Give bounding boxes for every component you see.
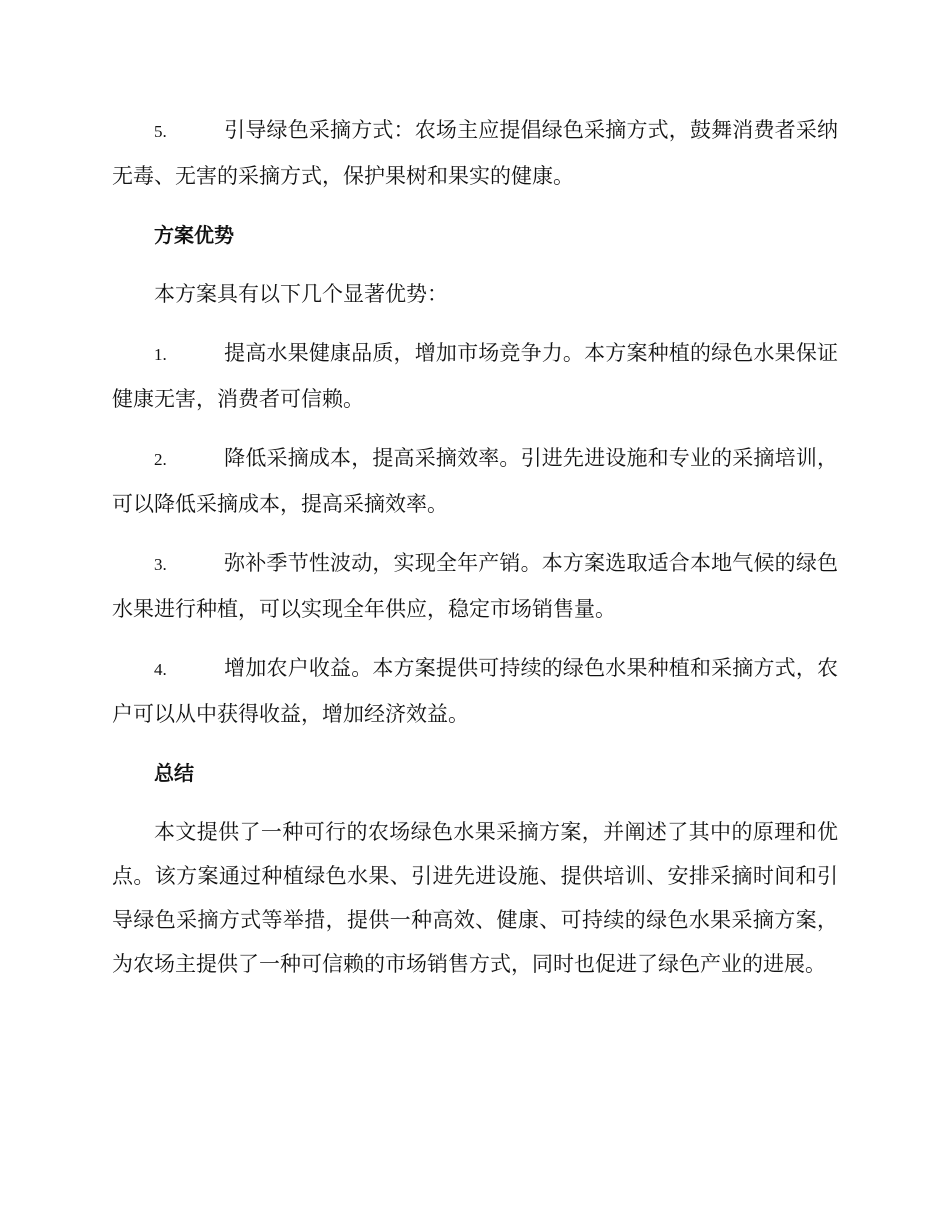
summary-paragraph: 本文提供了一种可行的农场绿色水果采摘方案，并阐述了其中的原理和优点。该方案通过种植绿色水果、引进先进设施、提供培训、安排采摘时间和引导绿色采摘方式等举措，提供一种高效、健康、可持续的绿色水果采摘方案，为农场主提供了一种可信赖的市场销售方式，同时也促进了绿色产业的进展。: [112, 820, 838, 976]
list-item: [112, 108, 838, 198]
section-heading-advantages: 方案优势: [154, 223, 234, 247]
list-item-text: 降低采摘成本，提高采摘效率。引进先进设施和专业的采摘培训，可以降低采摘成本，提高采摘效率。: [112, 446, 838, 516]
list-item: [112, 541, 838, 631]
list-item-text: 引导绿色采摘方式：农场主应提倡绿色采摘方式，鼓舞消费者采纳无毒、无害的采摘方式，保护果树和果实的健康。: [112, 118, 838, 188]
list-item: [112, 436, 838, 526]
list-item: [112, 646, 838, 736]
list-item-text: 增加农户收益。本方案提供可持续的绿色水果种植和采摘方式，农户可以从中获得收益，增加经济效益。: [112, 656, 838, 726]
document-body: [112, 108, 838, 1001]
list-item-text: 提高水果健康品质，增加市场竞争力。本方案种植的绿色水果保证健康无害，消费者可信赖。: [112, 341, 838, 411]
list-item-number: 1.: [154, 345, 167, 364]
list-item-number: 5.: [154, 122, 167, 141]
list-item-number: 3.: [154, 555, 167, 574]
list-item-number: 2.: [154, 450, 167, 469]
section-heading-summary: 总结: [154, 761, 194, 785]
advantages-intro: 本方案具有以下几个显著优势：: [154, 282, 448, 306]
list-item-number: 4.: [154, 660, 167, 679]
list-item-text: 弥补季节性波动，实现全年产销。本方案选取适合本地气候的绿色水果进行种植，可以实现全年供应，稳定市场销售量。: [112, 551, 838, 621]
list-item: [112, 331, 838, 421]
